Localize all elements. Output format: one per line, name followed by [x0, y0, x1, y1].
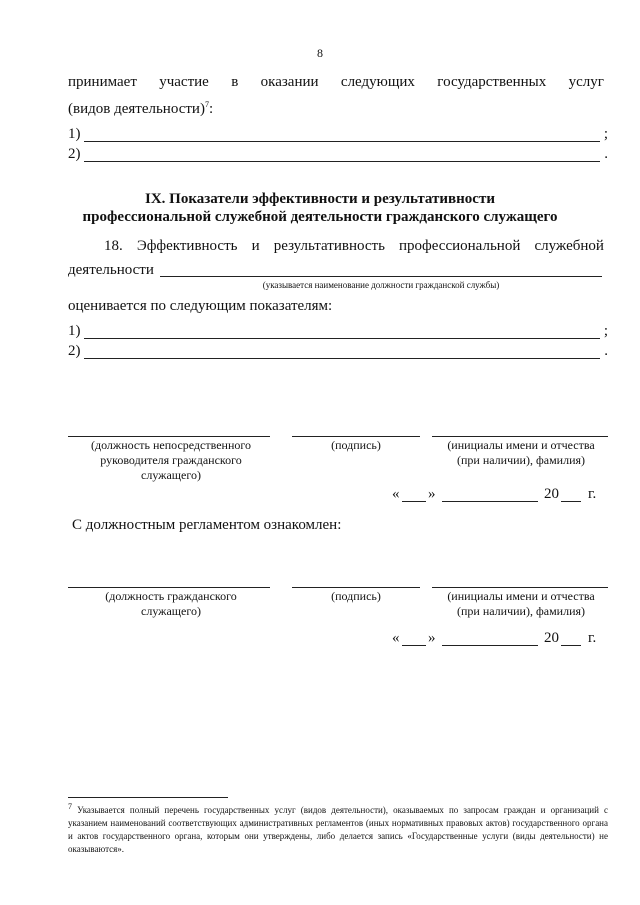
list-punctuation: ; — [603, 126, 608, 142]
supervisor-position-caption: (должность непосредственного руководителя гражданского служащего) — [90, 438, 251, 482]
date-close-quote: » — [428, 486, 436, 502]
list-number: 1) — [68, 323, 81, 339]
year-blank[interactable] — [561, 501, 581, 502]
para18-line-3: оценивается по следующим показателям: — [68, 298, 333, 314]
para18-word: служебной — [534, 238, 604, 254]
intro-word: государственных — [437, 74, 547, 90]
month-blank[interactable] — [442, 501, 538, 502]
blank-line — [84, 161, 600, 162]
list1-item-2[interactable] — [68, 146, 608, 166]
blank-line — [84, 141, 600, 142]
date-field-1 — [392, 486, 608, 506]
para18-word: результативность — [273, 238, 385, 254]
year-suffix: г. — [588, 486, 597, 502]
para18-line-1 — [104, 238, 604, 255]
supervisor-signature-caption: (подпись) — [331, 438, 381, 452]
acquainted-text: С должностным регламентом ознакомлен: — [72, 517, 342, 533]
footnote-mark: 7 — [68, 802, 72, 811]
intro-line-2-text: (видов деятельности) — [68, 101, 205, 117]
year-suffix: г. — [588, 630, 597, 646]
year-blank[interactable] — [561, 645, 581, 646]
day-blank[interactable] — [402, 645, 426, 646]
employee-signature-caption: (подпись) — [331, 589, 381, 603]
intro-line-2-end: : — [208, 101, 214, 117]
supervisor-position-line[interactable] — [68, 436, 270, 437]
list-punctuation: . — [604, 343, 608, 359]
para18-word: 18. — [104, 238, 123, 254]
list-number: 2) — [68, 146, 81, 162]
footnote-text: Указывается полный перечень государственных услуг (видов деятельности), оказываемых по запросам граждан и организаций с указанием наименований соответствующих административных регламентов (иных нормативных правовых актов) государственного органа и актов государственного органа, которым они утверждены, либо делается запись «Государственные услуги (виды деятельности) не оказываются». — [68, 805, 609, 854]
list-number: 1) — [68, 126, 81, 142]
employee-name-line[interactable] — [432, 587, 608, 588]
day-blank[interactable] — [402, 501, 426, 502]
list1-item-1[interactable] — [68, 126, 608, 146]
intro-word: следующих — [340, 74, 415, 90]
list2-item-1[interactable] — [68, 323, 608, 343]
supervisor-name-line[interactable] — [432, 436, 608, 437]
year-prefix: 20 — [544, 630, 559, 646]
footnote-separator — [68, 797, 228, 798]
intro-line-1 — [68, 74, 604, 91]
supervisor-signature-line[interactable] — [292, 436, 420, 437]
date-close-quote: » — [428, 630, 436, 646]
year-prefix: 20 — [544, 486, 559, 502]
blank-line — [84, 358, 600, 359]
list-punctuation: . — [604, 146, 608, 162]
intro-word: участие — [159, 74, 209, 90]
intro-word: оказании — [260, 74, 319, 90]
intro-word: принимает — [68, 74, 137, 90]
page-number: 8 — [317, 46, 323, 60]
para18-word: и — [251, 238, 260, 254]
list-number: 2) — [68, 343, 81, 359]
blank-line — [84, 338, 600, 339]
supervisor-name-caption: (инициалы имени и отчества (при наличии), фамилия) — [447, 438, 595, 467]
list2-item-2[interactable] — [68, 343, 608, 363]
employee-signature-line[interactable] — [292, 587, 420, 588]
position-hint: (указывается наименование должности гражданской службы) — [262, 280, 500, 290]
employee-name-caption: (инициалы имени и отчества (при наличии), фамилия) — [447, 589, 595, 618]
employee-position-line[interactable] — [68, 587, 270, 588]
intro-word: в — [231, 74, 239, 90]
section-title-line-2: профессиональной служебной деятельности гражданского служащего — [82, 209, 558, 225]
footnote — [68, 800, 608, 856]
para18-word: Эффективность — [136, 238, 238, 254]
intro-line-2 — [68, 100, 213, 118]
list-punctuation: ; — [603, 323, 608, 339]
para18-word: профессиональной — [399, 238, 521, 254]
footnote-reference: 7 — [204, 100, 209, 109]
section-title-line-1: IX. Показатели эффективности и результативности — [145, 191, 495, 207]
date-open-quote: « — [392, 630, 400, 646]
intro-word: услуг — [568, 74, 604, 90]
position-blank-line[interactable] — [160, 276, 602, 277]
employee-position-caption: (должность гражданского служащего) — [105, 589, 237, 618]
date-open-quote: « — [392, 486, 400, 502]
month-blank[interactable] — [442, 645, 538, 646]
date-field-2 — [392, 630, 608, 650]
para18-line-2-lead: деятельности — [68, 262, 154, 278]
